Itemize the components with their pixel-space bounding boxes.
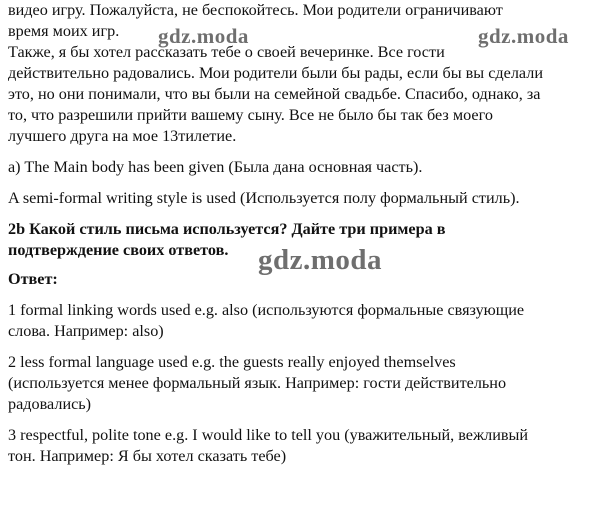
text-line: время моих игр. (8, 22, 120, 40)
text-line: действительно радовались. Мои родители были бы рады, если бы вы сделали (8, 64, 543, 82)
text-line: радовались) (8, 395, 92, 413)
text-line: 2 less formal language used e.g. the guests really enjoyed themselves (8, 353, 456, 371)
text-line: то, что разрешили прийти вашему сыну. Все не было бы так без моего (8, 106, 493, 124)
text-line: 3 respectful, polite tone e.g. I would like to tell you (уважительный, вежливый (8, 426, 529, 444)
text-line: лучшего друга на мое 13тилетие. (8, 127, 237, 145)
answer-label: Ответ: (8, 270, 58, 288)
text-line: (используется менее формальный язык. Например: гости действительно (8, 374, 507, 392)
text-line: это, но они понимали, что вы были на семейной свадьбе. Спасибо, однако, за (8, 85, 541, 103)
text-line: слова. Например: also) (8, 322, 164, 340)
question-line: подтверждение своих ответов. (8, 241, 229, 259)
watermark: gdz.moda (158, 24, 249, 48)
answer-a: a) The Main body has been given (Была дана основная часть). (8, 158, 423, 176)
answer-semi-formal: A semi-formal writing style is used (Используется полу формальный стиль). (8, 189, 520, 207)
letter-text (8, 0, 608, 147)
point-1 (8, 300, 608, 342)
text-line: 1 formal linking words used e.g. also (используются формальные связующие (8, 301, 525, 319)
text-line: тон. Например: Я бы хотел сказать тебе) (8, 447, 287, 465)
point-3 (8, 425, 608, 467)
text-line: Также, я бы хотел рассказать тебе о своей вечеринке. Все гости (8, 43, 445, 61)
question-line: 2b Какой стиль письма используется? Дайте три примера в (8, 220, 446, 238)
document-page (8, 0, 608, 467)
watermark: gdz.moda (478, 24, 569, 48)
watermark: gdz.moda (258, 244, 383, 276)
text-line: видео игру. Пожалуйста, не беспокойтесь. Мои родители ограничивают (8, 1, 503, 19)
point-2 (8, 352, 608, 415)
